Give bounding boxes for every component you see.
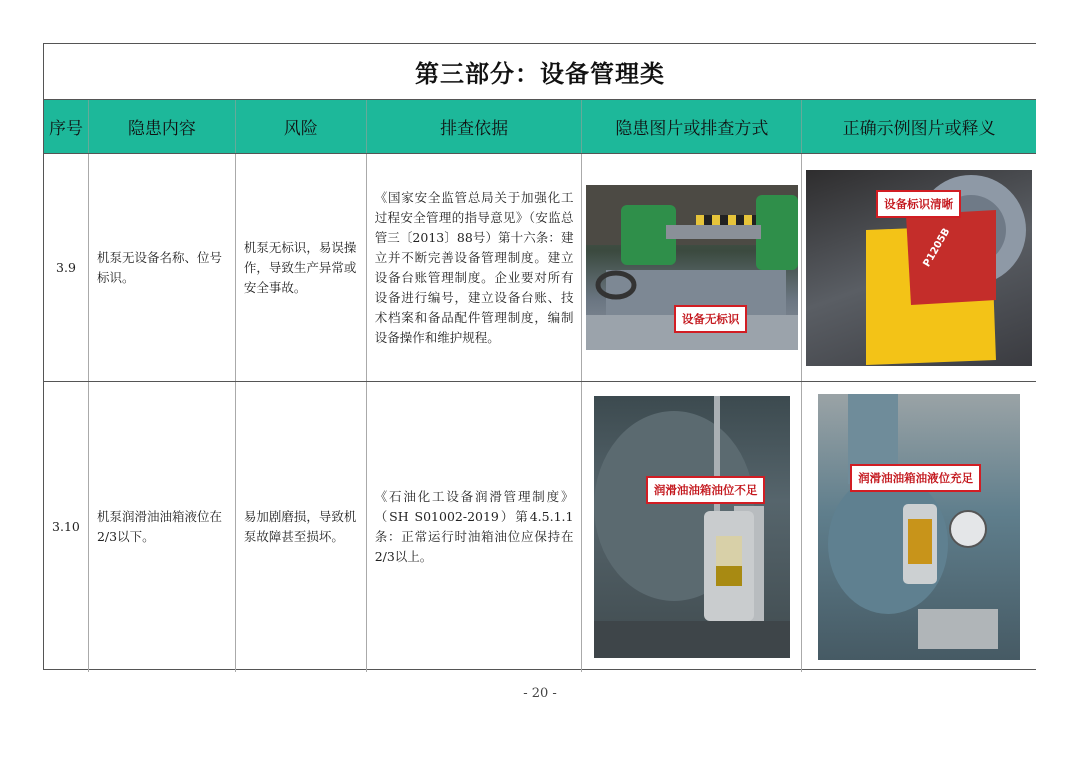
- low-oil-photo: [594, 396, 790, 658]
- section-title: 第三部分：设备管理类: [44, 44, 1036, 100]
- oil-reservoir-illustration: [594, 396, 790, 658]
- basis-text: 《石油化工设备润滑管理制度》（SH S01002-2019）第4.5.1.1条：正常运行时油箱油位应保持在2/3以上。: [367, 382, 583, 672]
- row-number: 3.10: [44, 382, 89, 672]
- hazard-table: [43, 43, 1036, 670]
- risk-text: 易加剧磨损，导致机泵故障甚至损坏。: [236, 382, 367, 672]
- labeled-pump-photo: [806, 170, 1032, 366]
- header-basis: 排查依据: [367, 100, 583, 153]
- header-hazard-image: 隐患图片或排查方式: [582, 100, 802, 153]
- table-row: [44, 154, 1036, 382]
- header-correct-example: 正确示例图片或释义: [842, 119, 996, 139]
- oil-level-illustration: [818, 394, 1020, 660]
- correct-photo-cell: [802, 154, 1036, 381]
- table-header: [44, 100, 1036, 154]
- unlabeled-pump-photo: [586, 185, 798, 350]
- equipment-tag: P1205B: [921, 225, 953, 269]
- page-number: - 20 -: [523, 686, 557, 701]
- header-index: 序号: [44, 100, 89, 153]
- sufficient-oil-photo: [818, 394, 1020, 660]
- hazard-content: 机泵无设备名称、位号标识。: [89, 154, 236, 381]
- risk-text: 机泵无标识，易误操作，导致生产异常或安全事故。: [236, 154, 367, 381]
- correct-photo-cell: [802, 382, 1036, 672]
- missing-label-callout: 设备无标识: [674, 305, 748, 333]
- row-number: 3.9: [44, 154, 89, 381]
- hazard-photo-cell: [582, 154, 802, 381]
- low-oil-callout: 润滑油油箱油位不足: [646, 476, 766, 504]
- basis-text: 《国家安全监管总局关于加强化工过程安全管理的指导意见》（安监总管三〔2013〕88号）第十六条：建立并不断完善设备管理制度。建立设备台账管理制度。企业要对所有设备进行编号，建立设备台账、技术档案和备品配件管理制度，编制设备操作和维护规程。: [367, 154, 583, 381]
- table-row: [44, 382, 1036, 672]
- hazard-photo-cell: [582, 382, 802, 672]
- header-risk: 风险: [236, 100, 367, 153]
- clear-label-callout: 设备标识清晰: [876, 190, 961, 218]
- header-hazard: 隐患内容: [89, 100, 236, 153]
- hazard-content: 机泵润滑油油箱液位在2/3以下。: [89, 382, 236, 672]
- sufficient-oil-callout: 润滑油油箱油液位充足: [850, 464, 981, 492]
